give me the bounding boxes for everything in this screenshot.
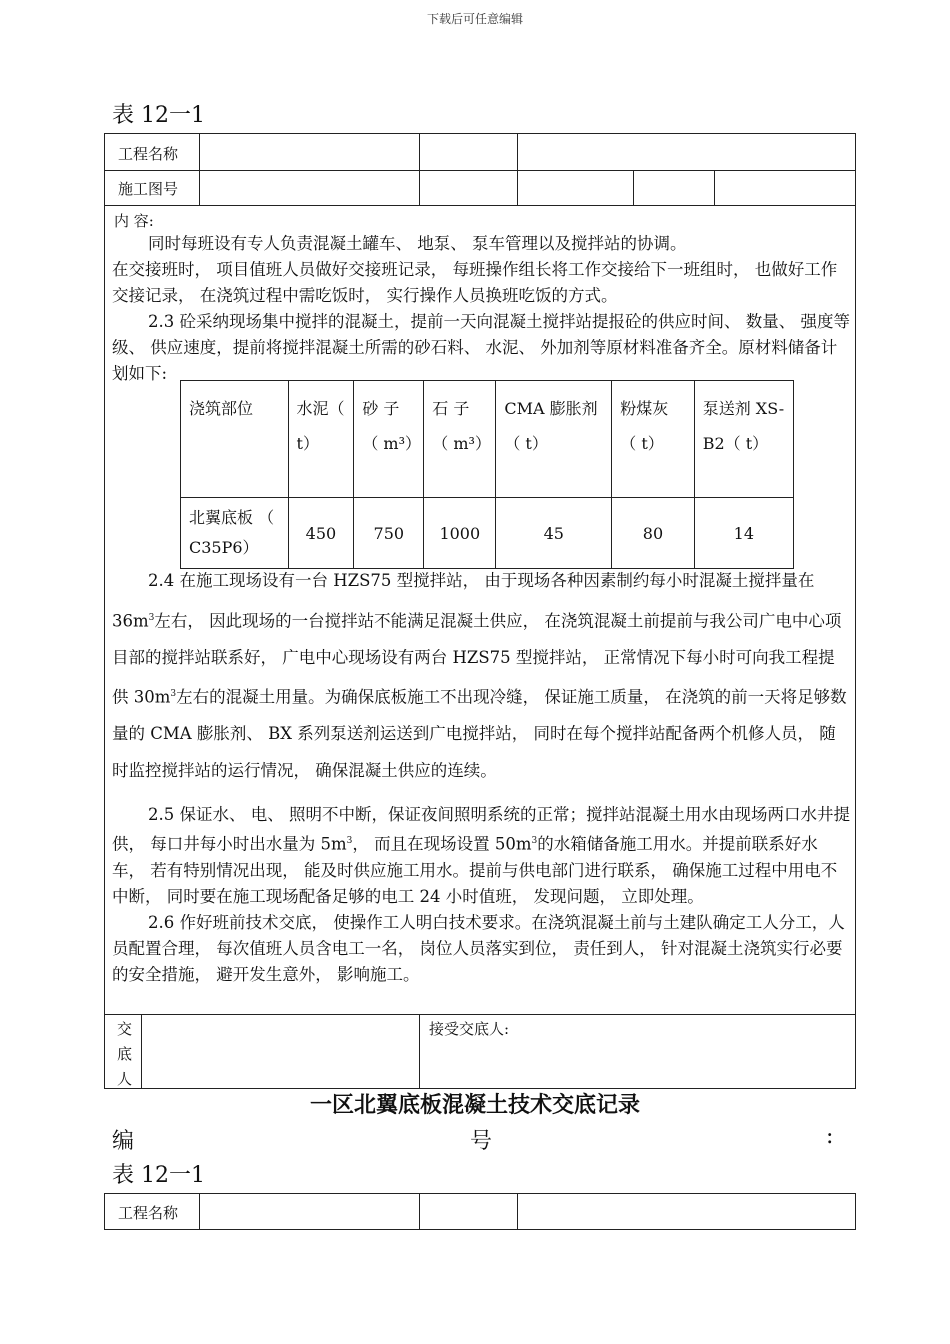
paragraph-2-3: 2.3 砼采纳现场集中搅拌的混凝土，提前一天向混凝土搅拌站提报砼的供应时间、 数量、 强度等级、 供应速度，提前将搅拌混凝土所需的砂石料、 水泥、 外加剂等原材料准备齐全。原材料储备计划如下: xyxy=(112,312,850,383)
serial-label-2: 号 xyxy=(470,1129,493,1154)
table-cell: 1000 xyxy=(424,498,496,569)
content-block-2 xyxy=(112,563,850,789)
handover-by-label-1: 交 xyxy=(117,1020,133,1038)
content-label: 内 容: xyxy=(114,212,154,230)
content-block-3 xyxy=(112,802,850,988)
paragraph-2-4: 2.4 在施工现场设有一台 HZS75 型搅拌站， 由于现场各种因素制约每小时混凝土搅拌量在 $36m^3$左右， 因此现场的一台搅拌站不能满足混凝土供应， 在浇筑混凝土前提前与我公司广电中心项目部的搅拌站联系好， 广电中心现场设有两台 HZS75 型搅拌站， 正常情况下每小时可向我工程提供 $30m^3$左右的混凝土用量。为确保底板施工不出现冷缝， 保证施工质量， 在浇筑的前一天将足够数量的 CMA 膨胀剂、 BX 系列泵送剂运送到广电搅拌站， 同时在每个搅拌站配备两个机修人员， 随时监控搅拌站的运行情况， 确保混凝土供应的连续。 xyxy=(112,571,847,780)
table-number-2: 表 12一1 xyxy=(112,1163,205,1188)
serial-label: 编 xyxy=(112,1129,135,1154)
table-cell: 750 xyxy=(354,498,424,569)
table-cell: 80 xyxy=(612,498,694,569)
paragraph-2-5: 2.5 保证水、 电、 照明不中断，保证夜间照明系统的正常；搅拌站混凝土用水由现场两口水井提供， 每口井每小时出水量为 $5m^3$， 而且在现场设置 $50m^3$的水箱储备施工用水。并提前联系好水车， 若有特别情况出现， 能及时供应施工用水。提前与供电部门进行联系， 确保施工过程中用电不中断， 同时要在施工现场配备足够的电工 24 小时值班， 发现问题， 立即处理。 xyxy=(112,805,850,906)
table-cell: 45 xyxy=(496,498,612,569)
handover-by-label-2: 底 xyxy=(117,1045,133,1063)
header-cell: 水泥（ t） xyxy=(288,381,354,498)
table-cell: 北翼底板 （ C35P6） xyxy=(181,498,289,569)
table-number: 表 12一1 xyxy=(112,103,205,128)
handover-by-label-3: 人 xyxy=(117,1070,133,1088)
header-cell: CMA 膨胀剂 （ t） xyxy=(496,381,612,498)
serial-colon: : xyxy=(826,1124,834,1149)
header-cell: 浇筑部位 xyxy=(181,381,289,498)
project-name-label-2: 工程名称 xyxy=(118,1204,179,1222)
materials-table xyxy=(180,380,794,569)
header-cell: 砂 子 （ m³） xyxy=(354,381,424,498)
drawing-number-label: 施工图号 xyxy=(118,180,179,198)
header-cell: 泵送剂 XS-B2（ t） xyxy=(694,381,793,498)
project-name-label: 工程名称 xyxy=(118,145,179,163)
table-row xyxy=(181,498,794,569)
header-note: 下载后可任意编辑 xyxy=(426,12,523,26)
paragraph-2-6: 2.6 作好班前技术交底， 使操作工人明白技术要求。在浇筑混凝土前与土建队确定工人分工，人员配置合理， 每次值班人员含电工一名， 岗位人员落实到位， 责任到人， 针对混凝土浇筑实行必要的安全措施， 避开发生意外， 影响施工。 xyxy=(112,912,845,984)
document-title: 一区北翼底板混凝土技术交底记录 xyxy=(309,1093,640,1118)
paragraph-1: 同时每班设有专人负责混凝土罐车、 地泵、 泵车管理以及搅拌站的协调。 xyxy=(148,234,687,253)
materials-header-row xyxy=(181,381,794,498)
table-cell: 14 xyxy=(694,498,793,569)
header-cell: 石 子 （ m³） xyxy=(424,381,496,498)
content-block-1 xyxy=(112,231,850,387)
receiver-label: 接受交底人: xyxy=(429,1020,510,1038)
table-cell: 450 xyxy=(288,498,354,569)
header-cell: 粉煤灰 （ t） xyxy=(612,381,694,498)
paragraph-2: 在交接班时， 项目值班人员做好交接班记录， 每班操作组长将工作交接给下一班组时， 也做好工作交接记录， 在浇筑过程中需吃饭时， 实行操作人员换班吃饭的方式。 xyxy=(112,260,838,305)
disclosure-form-2 xyxy=(104,1193,856,1230)
